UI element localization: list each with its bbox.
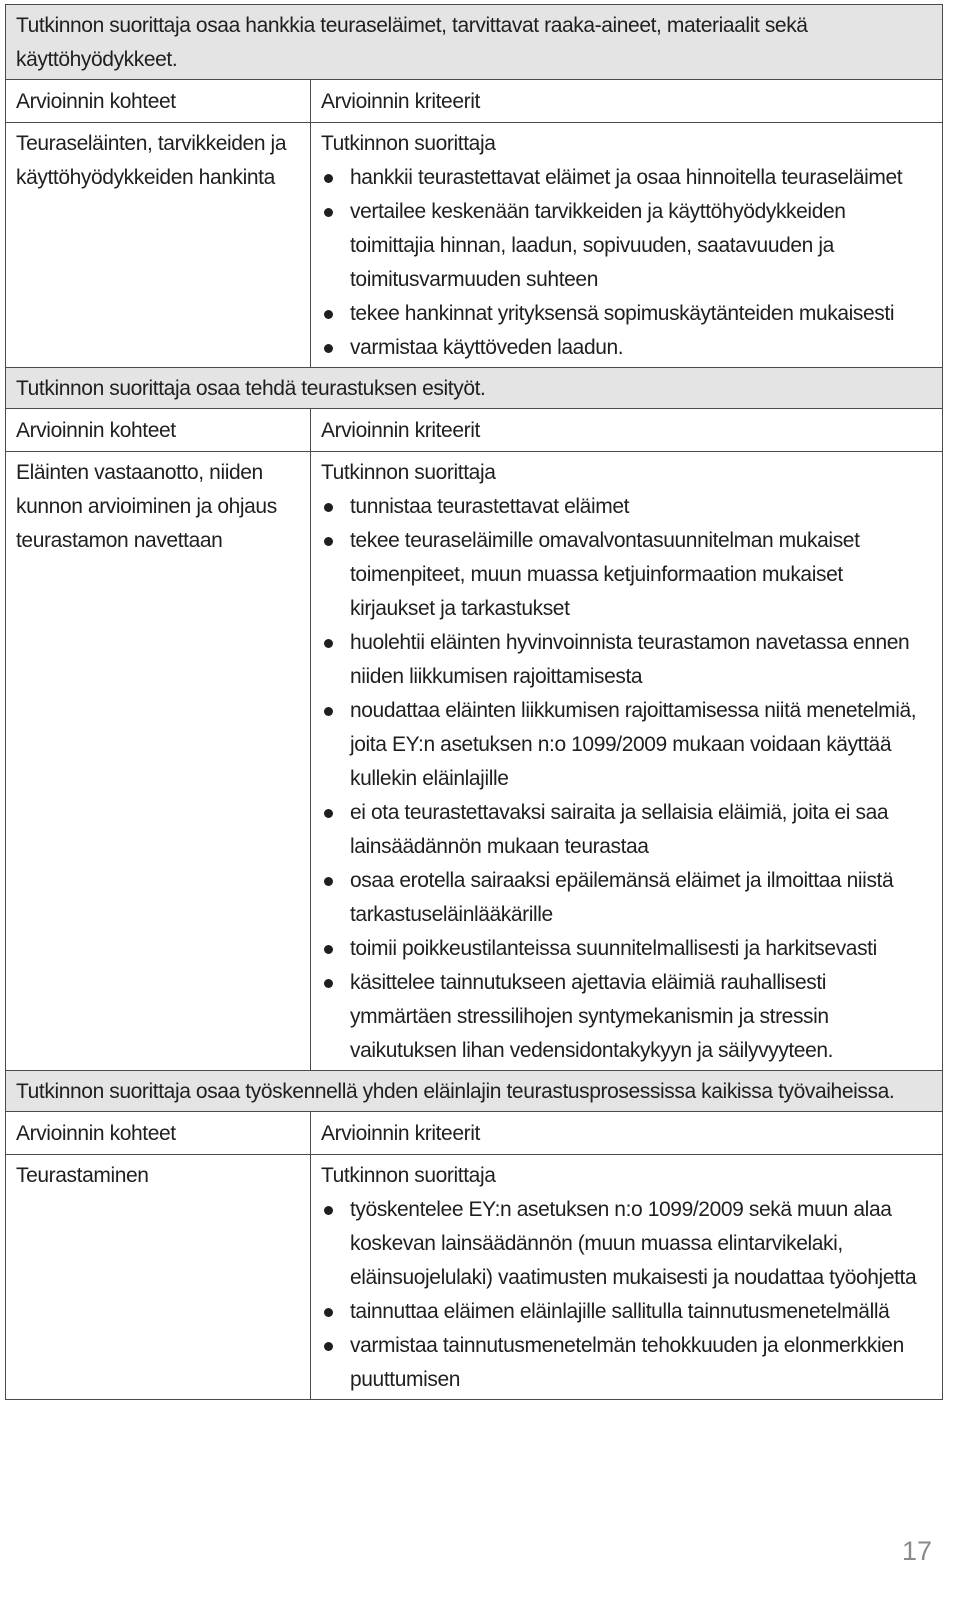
column-header-row bbox=[5, 408, 943, 451]
criteria-list bbox=[321, 161, 932, 365]
criteria-item: noudattaa eläinten liikkumisen rajoittamisessa niitä menetelmiä, joita EY:n asetuksen n:o 1099/2009 mukaan voidaan käyttää kullekin eläinlajille bbox=[321, 694, 932, 796]
criteria-item: toimii poikkeustilanteissa suunnitelmallisesti ja harkitsevasti bbox=[321, 932, 932, 966]
criteria-item: osaa erotella sairaaksi epäilemänsä eläimet ja ilmoittaa niistä tarkastuseläinlääkärille bbox=[321, 864, 932, 932]
assessment-target: Teuraseläinten, tarvikkeiden ja käyttöhyödykkeiden hankinta bbox=[6, 123, 311, 367]
column-header-targets: Arvioinnin kohteet bbox=[6, 1112, 311, 1154]
column-header-row bbox=[5, 79, 943, 122]
criteria-item: tekee hankinnat yrityksensä sopimuskäytänteiden mukaisesti bbox=[321, 297, 932, 331]
column-header-targets: Arvioinnin kohteet bbox=[6, 80, 311, 122]
criteria-subject: Tutkinnon suorittaja bbox=[321, 132, 496, 155]
assessment-table bbox=[5, 4, 943, 1400]
content-row bbox=[5, 1154, 943, 1400]
section-heading: Tutkinnon suorittaja osaa tehdä teurastuksen esityöt. bbox=[5, 367, 943, 408]
criteria-list bbox=[321, 1193, 932, 1397]
criteria-cell bbox=[311, 123, 942, 367]
criteria-item: tekee teuraseläimille omavalvontasuunnitelman mukaiset toimenpiteet, muun muassa ketjuinformaation mukaiset kirjaukset ja tarkastukset bbox=[321, 524, 932, 626]
criteria-item: vertailee keskenään tarvikkeiden ja käyttöhyödykkeiden toimittajia hinnan, laadun, sopivuuden, saatavuuden ja toimitusvarmuuden suhteen bbox=[321, 195, 932, 297]
criteria-item: huolehtii eläinten hyvinvoinnista teurastamon navetassa ennen niiden liikkumisen rajoittamisesta bbox=[321, 626, 932, 694]
criteria-item: työskentelee EY:n asetuksen n:o 1099/2009 sekä muun alaa koskevan lainsäädännön (muun muassa elintarvikelaki, eläinsuojelulaki) vaatimusten mukaisesti ja noudattaa työohjetta bbox=[321, 1193, 932, 1295]
criteria-item: varmistaa käyttöveden laadun. bbox=[321, 331, 932, 365]
criteria-item: varmistaa tainnutusmenetelmän tehokkuuden ja elonmerkkien puuttumisen bbox=[321, 1329, 932, 1397]
criteria-item: tunnistaa teurastettavat eläimet bbox=[321, 490, 932, 524]
column-header-criteria: Arvioinnin kriteerit bbox=[321, 419, 480, 442]
column-header-targets: Arvioinnin kohteet bbox=[6, 409, 311, 451]
content-row bbox=[5, 451, 943, 1070]
assessment-target: Eläinten vastaanotto, niiden kunnon arvioiminen ja ohjaus teurastamon navettaan bbox=[6, 452, 311, 1070]
criteria-item: hankkii teurastettavat eläimet ja osaa hinnoitella teuraseläimet bbox=[321, 161, 932, 195]
criteria-cell bbox=[311, 452, 942, 1070]
criteria-item: ei ota teurastettavaksi sairaita ja sellaisia eläimiä, joita ei saa lainsäädännön mukaan teurastaa bbox=[321, 796, 932, 864]
criteria-item: tainnuttaa eläimen eläinlajille sallitulla tainnutusmenetelmällä bbox=[321, 1295, 932, 1329]
content-row bbox=[5, 122, 943, 367]
column-header-criteria: Arvioinnin kriteerit bbox=[321, 1122, 480, 1145]
column-header-criteria: Arvioinnin kriteerit bbox=[321, 90, 480, 113]
page-number: 17 bbox=[901, 1536, 932, 1566]
criteria-item: käsittelee tainnutukseen ajettavia eläimiä rauhallisesti ymmärtäen stressilihojen syntymekanismin ja stressin vaikutuksen lihan vedensidontakykyyn ja säilyvyyteen. bbox=[321, 966, 932, 1068]
assessment-target: Teurastaminen bbox=[6, 1155, 311, 1399]
criteria-subject: Tutkinnon suorittaja bbox=[321, 461, 496, 484]
criteria-list bbox=[321, 490, 932, 1068]
criteria-cell bbox=[311, 1155, 942, 1399]
criteria-subject: Tutkinnon suorittaja bbox=[321, 1164, 496, 1187]
column-header-row bbox=[5, 1111, 943, 1154]
section-heading: Tutkinnon suorittaja osaa hankkia teuraseläimet, tarvittavat raaka-aineet, materiaalit sekä käyttöhyödykkeet. bbox=[5, 4, 943, 79]
section-heading: Tutkinnon suorittaja osaa työskennellä yhden eläinlajin teurastusprosessissa kaikissa työvaiheissa. bbox=[5, 1070, 943, 1111]
